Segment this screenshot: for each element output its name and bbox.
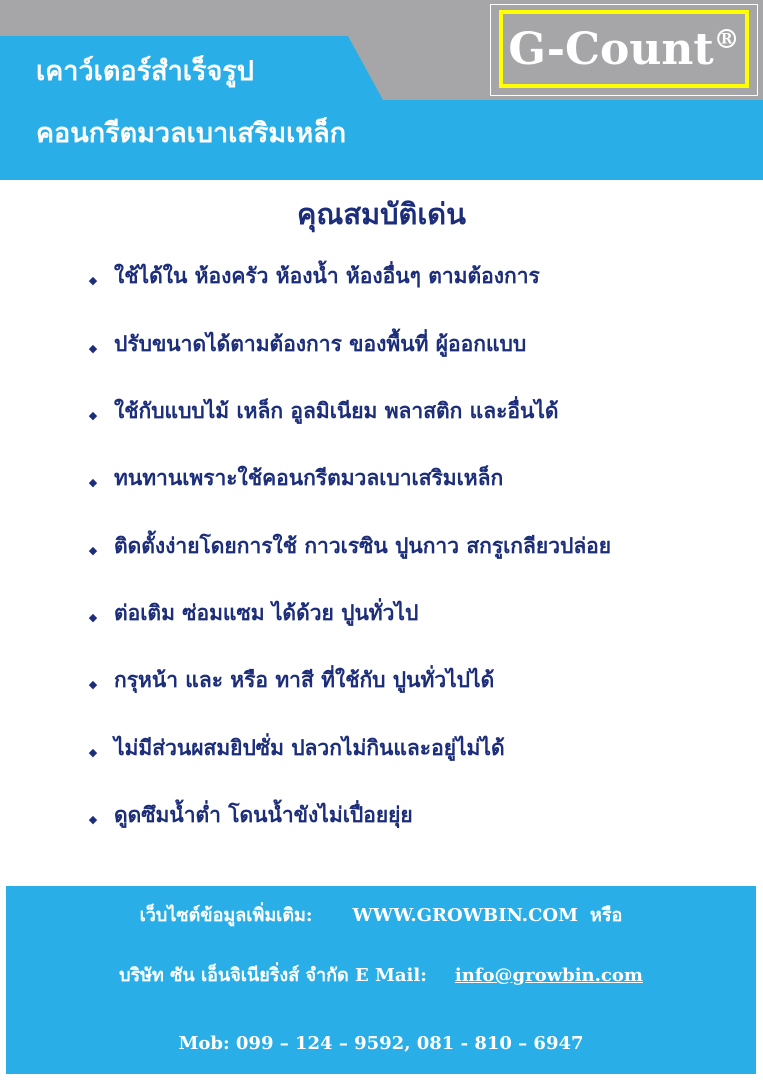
feature-text: ดูดซึมน้ำต่ำ โดนน้ำขังไม่เปื่อยยุ่ย <box>114 801 413 827</box>
list-item <box>84 730 505 764</box>
website-link[interactable]: WWW.GROWBIN.COM <box>352 905 578 926</box>
logo-wordmark: G-Count <box>508 23 714 75</box>
website-line <box>6 907 756 925</box>
feature-text: ทนทานเพราะใช้คอนกรีตมวลเบาเสริมเหล็ก <box>114 464 504 490</box>
logo-text <box>508 23 740 75</box>
diamond-bullet-icon: ◆ <box>88 543 98 557</box>
header-title-line-1: เคาว์เตอร์สำเร็จรูป <box>36 56 254 87</box>
feature-text: ปรับขนาดได้ตามต้องการ ของพื้นที่ ผู้ออกแบบ <box>114 330 527 356</box>
diamond-bullet-icon: ◆ <box>88 475 98 489</box>
or-text: หรือ <box>590 905 623 926</box>
company-line <box>6 967 756 985</box>
company-label: บริษัท ซัน เอ็นจิเนียริ่งส์ จำกัด E Mail: <box>119 965 427 986</box>
diamond-bullet-icon: ◆ <box>88 273 98 287</box>
registered-mark: ® <box>713 24 740 55</box>
feature-text: ต่อเติม ซ่อมแซม ได้ด้วย ปูนทั่วไป <box>114 599 419 625</box>
list-item <box>84 595 418 629</box>
diamond-bullet-icon: ◆ <box>88 677 98 691</box>
logo <box>499 10 749 88</box>
feature-text: กรุหน้า และ หรือ ทาสี ที่ใช้กับ ปูนทั่วไปได้ <box>114 666 495 692</box>
feature-text: ไม่มีส่วนผสมยิปซั่ม ปลวกไม่กินและอยู่ไม่ได้ <box>114 734 505 760</box>
list-item <box>84 326 526 360</box>
feature-text: ติดตั้งง่ายโดยการใช้ กาวเรซิน ปูนกาว สกรูเกลียวปล่อย <box>114 532 612 558</box>
list-item <box>84 528 611 562</box>
features-title: คุณสมบัติเด่น <box>297 197 466 231</box>
diamond-bullet-icon: ◆ <box>88 610 98 624</box>
mobile-line: Mob: 099 – 124 – 9592, 081 - 810 – 6947 <box>178 1033 584 1054</box>
diamond-bullet-icon: ◆ <box>88 341 98 355</box>
list-item <box>84 460 503 494</box>
feature-text: ใช้ได้ใน ห้องครัว ห้องน้ำ ห้องอื่นๆ ตามต้องการ <box>114 262 540 288</box>
diamond-bullet-icon: ◆ <box>88 812 98 826</box>
contact-footer <box>6 886 756 1074</box>
header-title-line-2: คอนกรีตมวลเบาเสริมเหล็ก <box>36 118 347 149</box>
diamond-bullet-icon: ◆ <box>88 408 98 422</box>
website-label: เว็บไซต์ข้อมูลเพิ่มเติม: <box>139 905 313 926</box>
email-link[interactable]: info@growbin.com <box>454 965 643 986</box>
feature-text: ใช้กับแบบไม้ เหล็ก อูลมิเนียม พลาสติก และอื่นได้ <box>114 397 559 423</box>
list-item <box>84 258 540 292</box>
list-item <box>84 662 494 696</box>
list-item <box>84 797 413 831</box>
diamond-bullet-icon: ◆ <box>88 745 98 759</box>
list-item <box>84 393 559 427</box>
